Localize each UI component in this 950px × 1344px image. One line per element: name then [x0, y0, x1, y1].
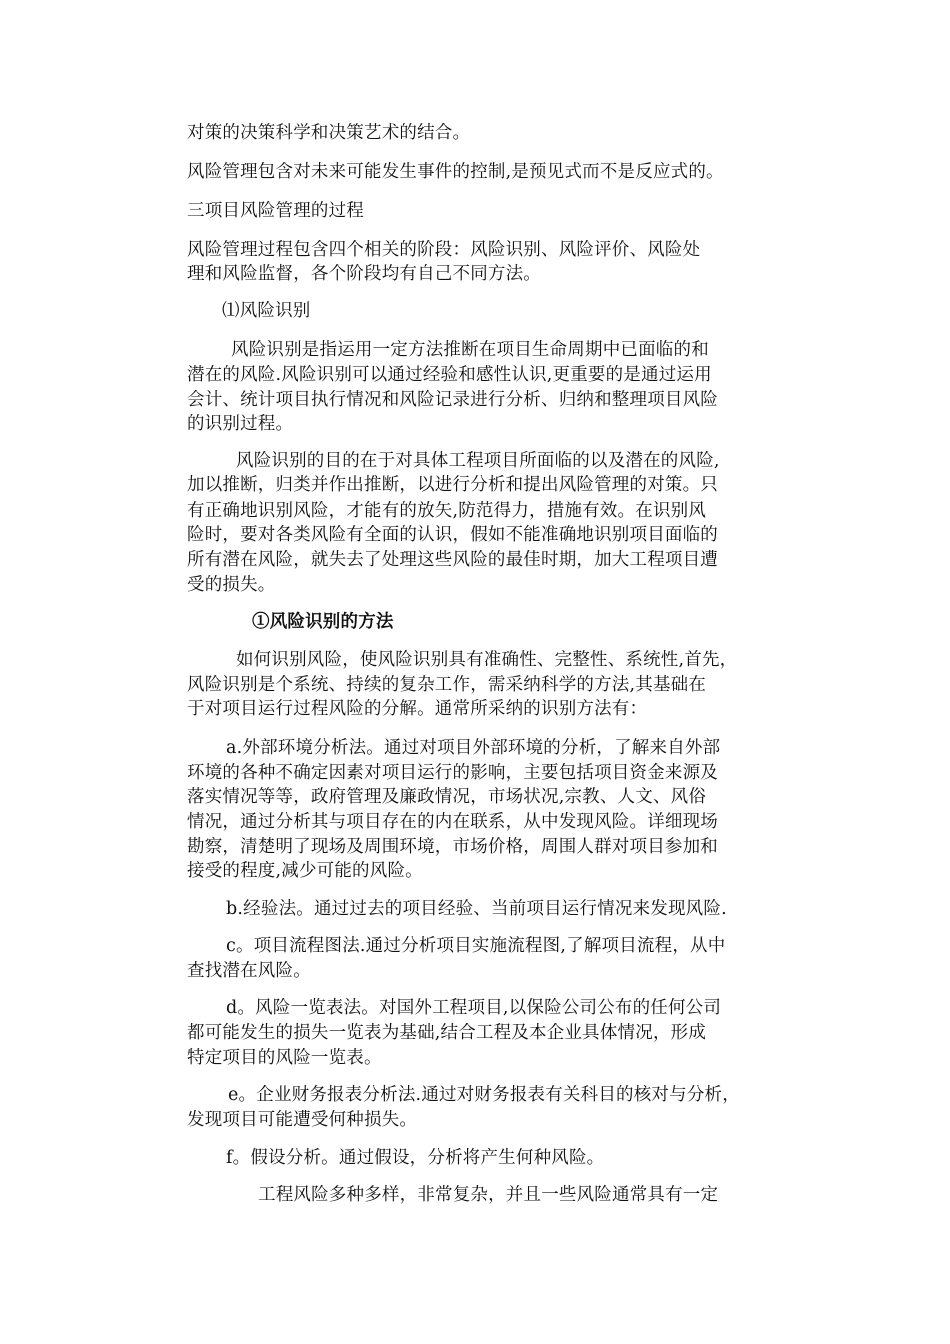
text-line: 的识别过程。 — [187, 414, 294, 434]
text-line: 对策的决策科学和决策艺术的结合。 — [187, 123, 471, 143]
text-line: 环境的各种不确定因素对项目运行的影响，主要包括项目资金来源及 — [187, 763, 718, 783]
text-line: 于对项目运行过程风险的分解。通常所采纳的识别方法有： — [187, 699, 648, 719]
text-line: 查找潜在风险。 — [187, 961, 311, 981]
text-line: 接受的程度,减少可能的风险。 — [187, 861, 423, 881]
text-line: 风险识别是个系统、持续的复杂工作，需采纳科学的方法,其基础在 — [187, 675, 707, 695]
text-line: 险时，要对各类风险有全面的认识，假如不能准确地识别项目面临的 — [187, 525, 718, 545]
text-line: 受的损失。 — [187, 575, 276, 595]
text-line: 都可能发生的损失一览表为基础,结合工程及本企业具体情况，形成 — [187, 1023, 707, 1043]
text-line: 特定项目的风险一览表。 — [187, 1048, 382, 1068]
text-line: d。风险一览表法。对国外工程项目,以保险公司公布的任何公司 — [226, 998, 722, 1018]
text-line: 风险管理过程包含四个相关的阶段：风险识别、风险评价、风险处 — [187, 240, 701, 260]
text-line: 有正确地识别风险，才能有的放矢,防范得力，措施有效。在识别风 — [187, 501, 707, 521]
text-line: 风险识别是指运用一定方法推断在项目生命周期中已面临的和 — [231, 340, 709, 360]
text-line: 风险识别的目的在于对具体工程项目所面临的以及潜在的风险, — [236, 451, 720, 471]
text-line: b.经验法。通过过去的项目经验、当前项目运行情况来发现风险. — [226, 899, 727, 919]
text-line: a.外部环境分析法。通过对项目外部环境的分析，了解来自外部 — [226, 738, 721, 758]
text-line: 工程风险多种多样，非常复杂，并且一些风险通常具有一定 — [258, 1185, 719, 1205]
method-heading: ①风险识别的方法 — [252, 612, 394, 632]
text-line: e。企业财务报表分析法.通过对财务报表有关科目的核对与分析， — [228, 1085, 740, 1105]
text-line: 潜在的风险.风险识别可以通过经验和感性认识,更重要的是通过运用 — [187, 365, 712, 385]
text-line: 理和风险监督，各个阶段均有自己不同方法。 — [187, 264, 541, 284]
section-heading: 三项目风险管理的过程 — [187, 201, 364, 221]
text-line: 如何识别风险，使风险识别具有准确性、完整性、系统性,首先， — [236, 650, 738, 670]
text-line: f。假设分析。通过假设，分析将产生何种风险。 — [226, 1148, 605, 1168]
text-line: 情况，通过分析其与项目存在的内在联系，从中发现风险。详细现场 — [187, 812, 718, 832]
text-line: 发现项目可能遭受何种损失。 — [187, 1110, 418, 1130]
text-line: 落实情况等等，政府管理及廉政情况，市场状况,宗教、人文、风俗 — [187, 787, 707, 807]
text-line: 勘察，清楚明了现场及周围环境，市场价格，周围人群对项目参加和 — [187, 837, 718, 857]
text-line: c。项目流程图法.通过分析项目实施流程图,了解项目流程，从中 — [226, 936, 726, 956]
text-line: 风险管理包含对未来可能发生事件的控制,是预见式而不是反应式的。 — [187, 162, 724, 182]
subsection-heading: ⑴风险识别 — [222, 301, 311, 321]
text-line: 加以推断，归类并作出推断，以进行分析和提出风险管理的对策。只 — [187, 475, 718, 495]
text-line: 会计、统计项目执行情况和风险记录进行分析、归纳和整理项目风险 — [187, 390, 718, 410]
text-line: 所有潜在风险，就失去了处理这些风险的最佳时期，加大工程项目遭 — [187, 550, 718, 570]
